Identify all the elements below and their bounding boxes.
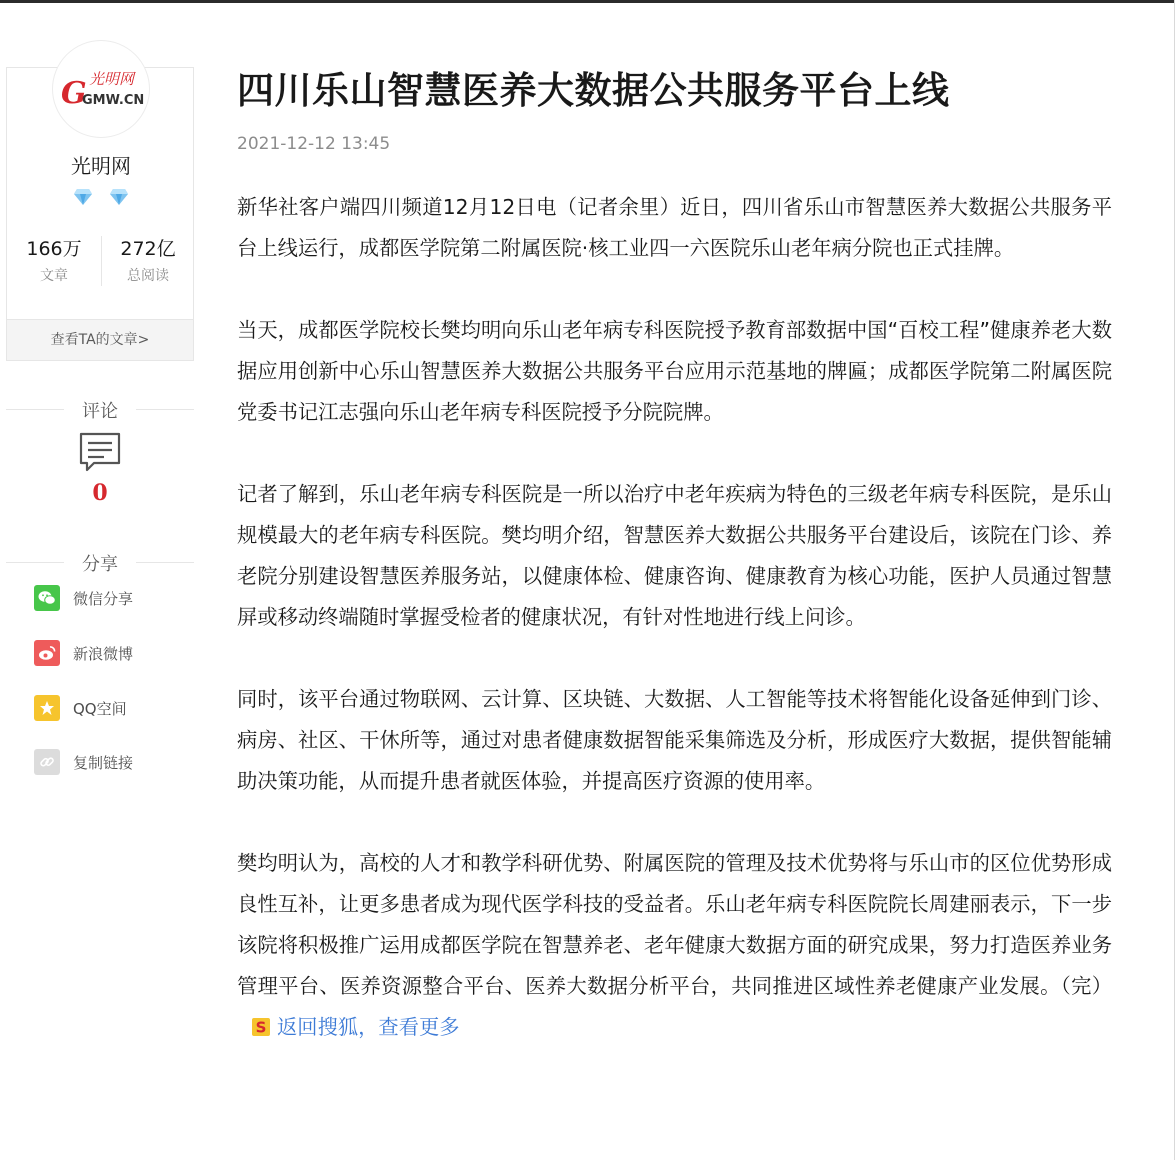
stat-value: 166万: [26, 238, 82, 260]
qzone-icon: [34, 695, 60, 721]
svg-text:S: S: [255, 1018, 267, 1037]
author-name[interactable]: 光明网: [71, 154, 131, 178]
share-wechat-button[interactable]: [34, 585, 184, 613]
article-time: 2021-12-12 13:45: [237, 134, 391, 154]
copy-link-button[interactable]: [34, 749, 184, 777]
stat-label: 总阅读: [127, 268, 169, 284]
svg-text:G: G: [61, 76, 87, 111]
diamond-icon: [73, 188, 93, 210]
share-label: 复制链接: [73, 754, 134, 772]
svg-text:光明网: 光明网: [89, 70, 135, 88]
article-paragraph: 新华社客户端四川频道12月12日电（记者余里）近日，四川省乐山市智慧医养大数据公共服务平台上线运行，成都医学院第二附属医院·核工业四一六医院乐山老年病分院也正式挂牌。: [237, 195, 1112, 260]
share-section-title: [6, 550, 194, 574]
avatar[interactable]: [52, 40, 150, 138]
article-paragraph-last: [237, 843, 1112, 1051]
author-stats: [7, 234, 195, 286]
weibo-icon: [34, 640, 60, 666]
stat-label: 文章: [40, 268, 68, 284]
view-articles-link[interactable]: 查看TA的文章>: [7, 319, 193, 360]
share-title: 分享: [82, 554, 118, 575]
divider: [136, 562, 194, 563]
share-label: 微信分享: [73, 590, 134, 608]
top-border: [0, 0, 1175, 3]
share-label: 新浪微博: [73, 645, 134, 663]
share-weibo-button[interactable]: [34, 640, 184, 668]
stat-articles: [7, 234, 101, 285]
stat-reads: [101, 234, 195, 285]
badges: [7, 188, 195, 210]
divider: [136, 409, 194, 410]
article-paragraph: 当天，成都医学院校长樊均明向乐山老年病专科医院授予教育部数据中国“百校工程”健康养老大数据应用创新中心乐山智慧医养大数据公共服务平台应用示范基地的牌匾；成都医学院第二附属医院党委书记江志强向乐山老年病专科医院授予分院院牌。: [237, 318, 1112, 424]
article-paragraph-text: 樊均明认为，高校的人才和教学科研优势、附属医院的管理及技术优势将与乐山市的区位优势形成良性互补，让更多患者成为现代医学科技的受益者。乐山老年病专科医院院长周建丽表示，下一步该院将积极推广运用成都医学院在智慧养老、老年健康大数据方面的研究成果，努力打造医养业务管理平台、医养资源整合平台、医养大数据分析平台，共同推进区域性养老健康产业发展。（完）: [237, 851, 1112, 998]
sohu-icon[interactable]: [251, 1010, 271, 1051]
gmw-logo: [55, 59, 147, 119]
comment-icon[interactable]: [78, 431, 122, 477]
link-icon: [34, 749, 60, 775]
comment-section-title: [6, 397, 194, 421]
share-label: QQ空间: [73, 700, 127, 718]
article-paragraph: 记者了解到，乐山老年病专科医院是一所以治疗中老年疾病为特色的三级老年病专科医院，是乐山规模最大的老年病专科医院。樊均明介绍，智慧医养大数据公共服务平台建设后，该院在门诊、养老院分别建设智慧医养服务站，以健康体检、健康咨询、健康教育为核心功能，医护人员通过智慧屏或移动终端随时掌握受检者的健康状况，有针对性地进行线上问诊。: [237, 482, 1112, 629]
article-title: 四川乐山智慧医养大数据公共服务平台上线: [237, 69, 950, 112]
comment-title: 评论: [82, 401, 118, 422]
comment-count[interactable]: 0: [92, 480, 108, 506]
back-to-sohu-link[interactable]: 返回搜狐，查看更多: [277, 1015, 460, 1039]
author-card: [6, 67, 194, 361]
wechat-icon: [34, 585, 60, 611]
svg-text:GMW.CN: GMW.CN: [82, 93, 145, 108]
article-paragraph: 同时，该平台通过物联网、云计算、区块链、大数据、人工智能等技术将智能化设备延伸到门诊、病房、社区、干休所等，通过对患者健康数据智能采集筛选及分析，形成医疗大数据，提供智能辅助决策功能，从而提升患者就医体验，并提高医疗资源的使用率。: [237, 687, 1112, 793]
stat-value: 272亿: [120, 238, 176, 260]
share-qzone-button[interactable]: [34, 695, 184, 723]
diamond-icon: [109, 188, 129, 210]
article-body: [237, 187, 1112, 1092]
